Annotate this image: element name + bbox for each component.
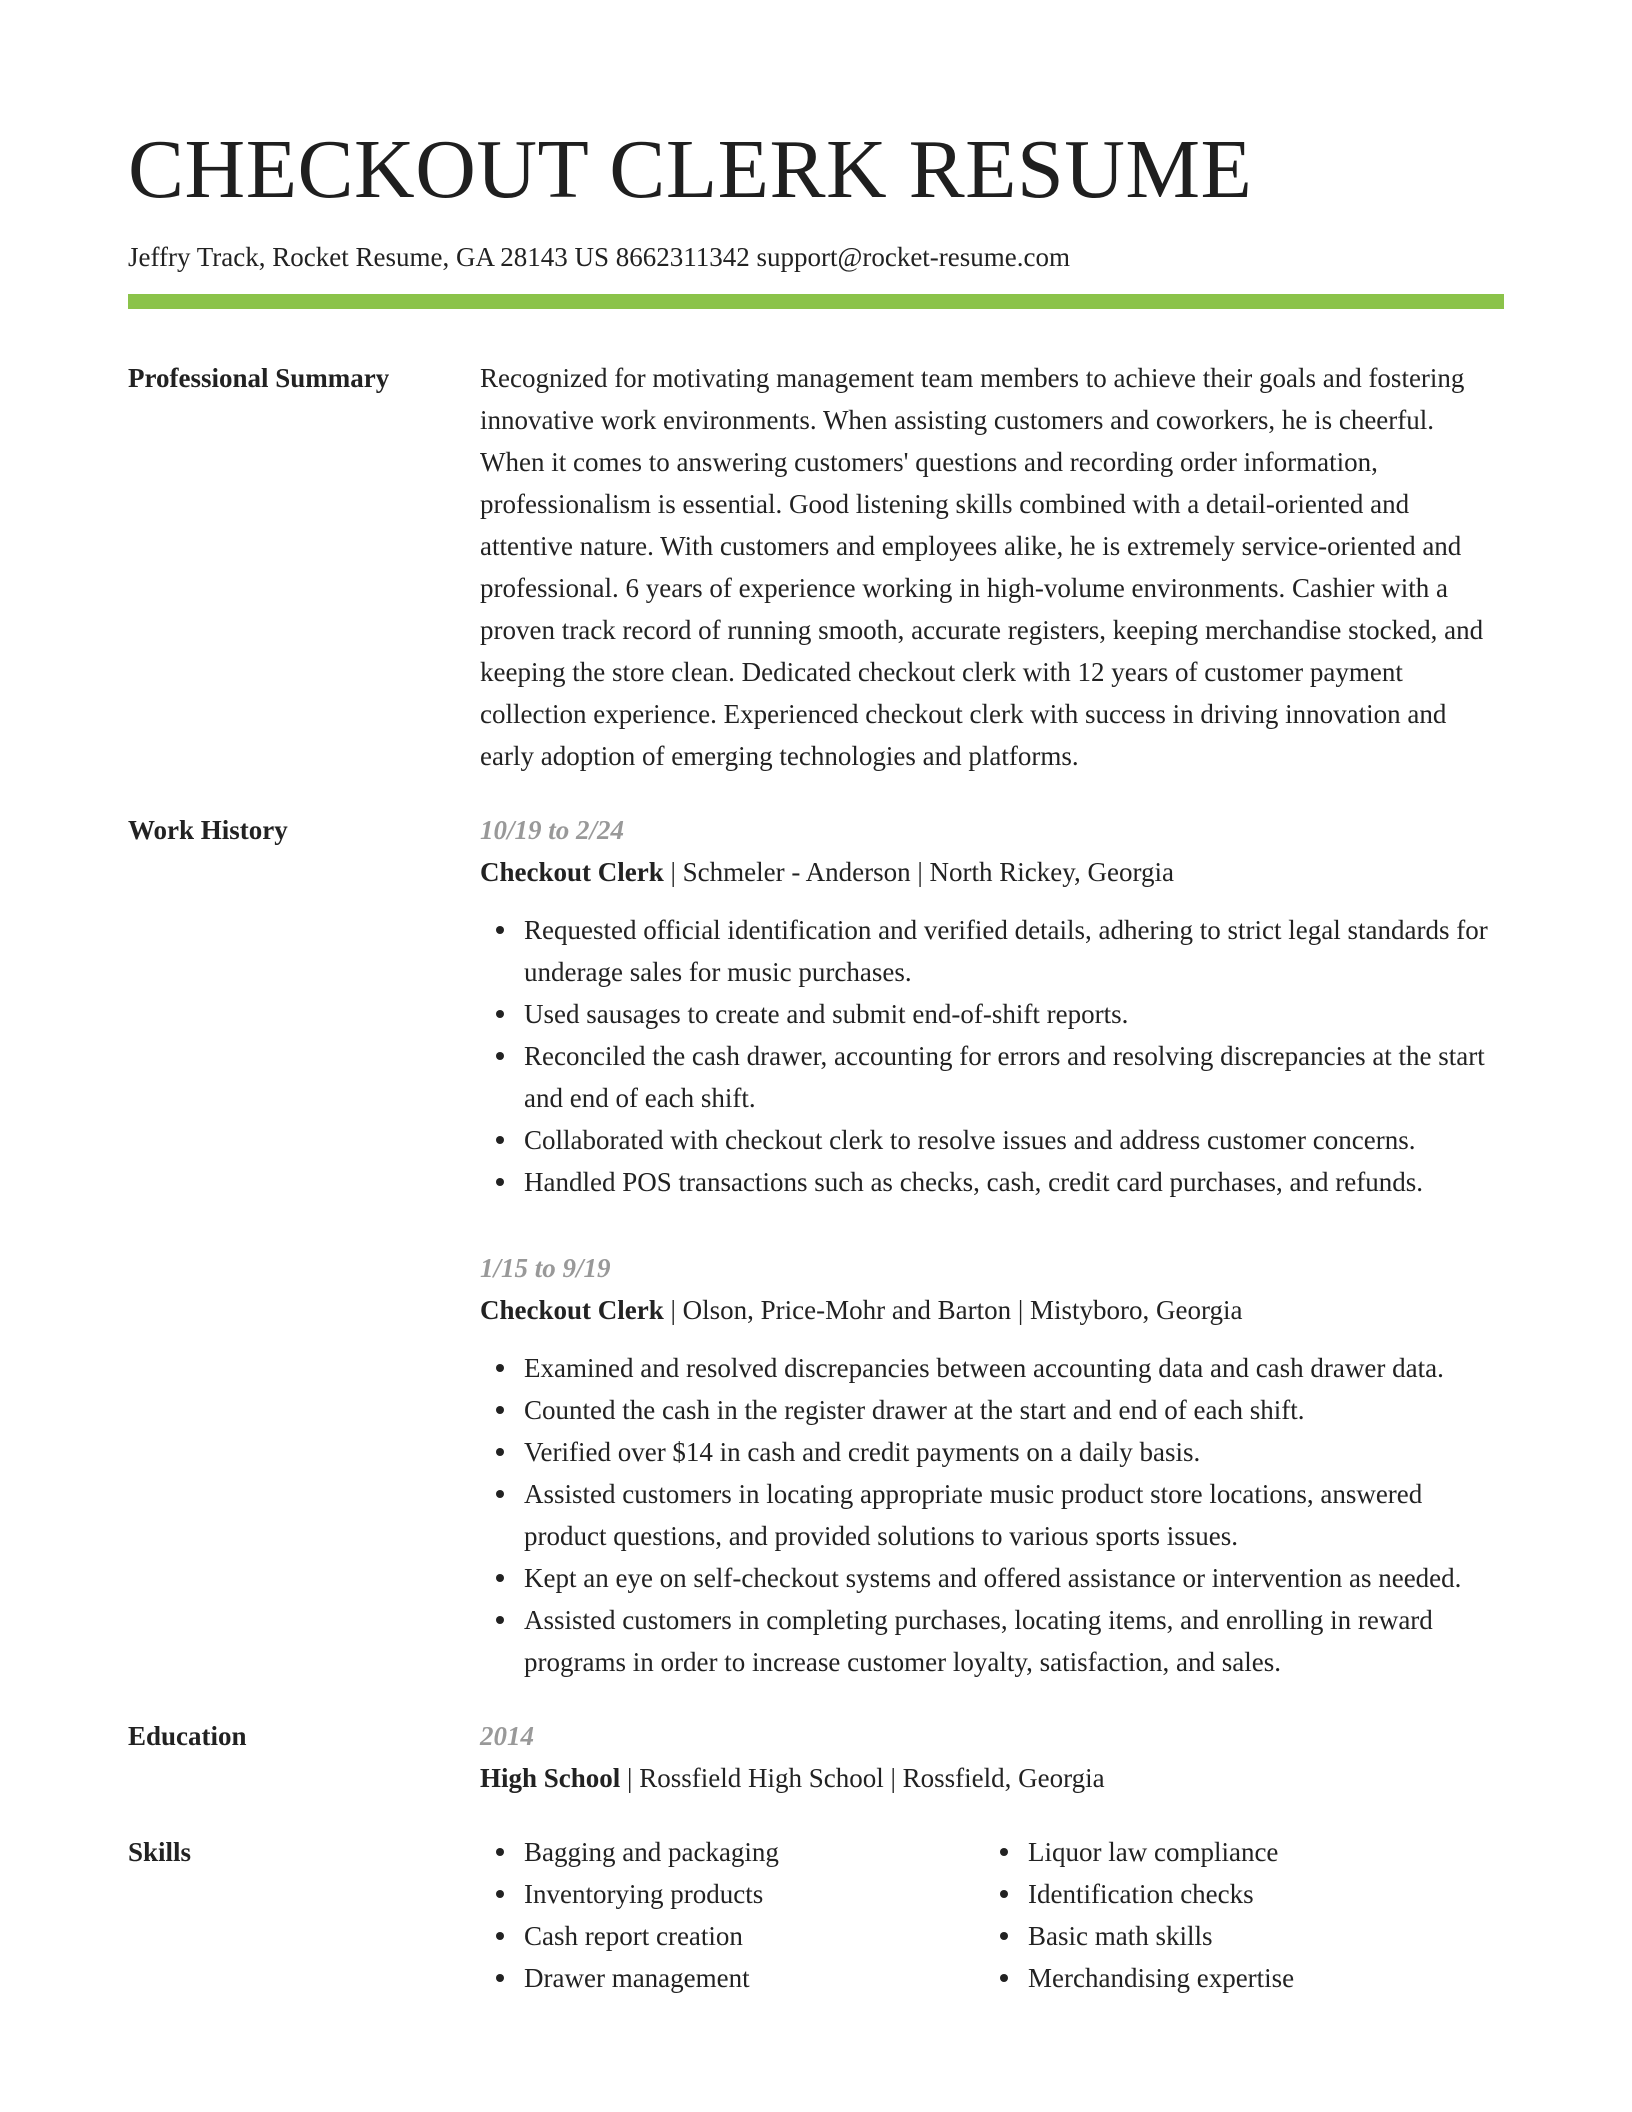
job-role-line <box>480 1289 1504 1331</box>
skills-list-right <box>984 1831 1488 1999</box>
list-item: Assisted customers in locating appropriate music product store locations, answered product questions, and provided solutions to various sports issues. <box>524 1473 1504 1557</box>
skill-item: Cash report creation <box>524 1915 984 1957</box>
skill-item: Inventorying products <box>524 1873 984 1915</box>
education-details: | Rossfield High School | Rossfield, Georgia <box>620 1763 1105 1793</box>
list-item: Reconciled the cash drawer, accounting for errors and resolving discrepancies at the start and end of each shift. <box>524 1035 1504 1119</box>
skill-item: Identification checks <box>1028 1873 1488 1915</box>
section-label-skills: Skills <box>128 1837 192 1867</box>
education-date: 2014 <box>480 1721 534 1751</box>
work-history-section <box>128 809 1504 1683</box>
education-degree: High School <box>480 1763 621 1793</box>
work-history-body <box>480 809 1504 1683</box>
job-date: 10/19 to 2/24 <box>480 815 625 845</box>
header-divider <box>128 294 1504 309</box>
skills-section <box>128 1831 1504 1999</box>
section-label-education: Education <box>128 1721 247 1751</box>
section-label-summary: Professional Summary <box>128 363 390 393</box>
resume-title: CHECKOUT CLERK RESUME <box>128 123 1253 216</box>
job-date: 1/15 to 9/19 <box>480 1253 611 1283</box>
education-line <box>480 1757 1504 1799</box>
list-item: Kept an eye on self-checkout systems and offered assistance or intervention as needed. <box>524 1557 1504 1599</box>
contact-line: Jeffry Track, Rocket Resume, GA 28143 US 8662311342 support@rocket-resume.com <box>128 242 1070 272</box>
skills-grid <box>480 1831 1504 1999</box>
list-item: Examined and resolved discrepancies between accounting data and cash drawer data. <box>524 1347 1504 1389</box>
skills-body <box>480 1831 1504 1999</box>
education-section <box>128 1715 1504 1799</box>
job-details: | Schmeler - Anderson | North Rickey, Georgia <box>663 857 1174 887</box>
list-item: Assisted customers in completing purchases, locating items, and enrolling in reward programs in order to increase customer loyalty, satisfaction, and sales. <box>524 1599 1504 1683</box>
list-item: Requested official identification and verified details, adhering to strict legal standards for underage sales for music purchases. <box>524 909 1504 993</box>
job-bullets <box>480 1347 1504 1683</box>
skill-item: Basic math skills <box>1028 1915 1488 1957</box>
job-role: Checkout Clerk <box>480 857 664 887</box>
summary-section <box>128 357 1504 777</box>
skill-item: Bagging and packaging <box>524 1831 984 1873</box>
list-item: Used sausages to create and submit end-of-shift reports. <box>524 993 1504 1035</box>
list-item: Counted the cash in the register drawer at the start and end of each shift. <box>524 1389 1504 1431</box>
skill-item: Drawer management <box>524 1957 984 1999</box>
summary-text: Recognized for motivating management team members to achieve their goals and fostering innovative work environments. When assisting customers and coworkers, he is cheerful. When it comes to answering customers' questions and recording order information, professionalism is essential. Good listening skills combined with a detail-oriented and attentive nature. With customers and employees alike, he is extremely service-oriented and professional. 6 years of experience working in high-volume environments. Cashier with a proven track record of running smooth, accurate registers, keeping merchandise stocked, and keeping the store clean. Dedicated checkout clerk with 12 years of customer payment collection experience. Experienced checkout clerk with success in driving innovation and early adoption of emerging technologies and platforms. <box>480 363 1484 771</box>
job-bullets <box>480 909 1504 1203</box>
summary-body <box>480 357 1504 777</box>
section-label-work-history: Work History <box>128 815 288 845</box>
skill-item: Liquor law compliance <box>1028 1831 1488 1873</box>
list-item: Collaborated with checkout clerk to resolve issues and address customer concerns. <box>524 1119 1504 1161</box>
job-role-line <box>480 851 1504 893</box>
job-entry <box>480 809 1504 1203</box>
education-body <box>480 1715 1504 1799</box>
skill-item: Merchandising expertise <box>1028 1957 1488 1999</box>
skills-list-left <box>480 1831 984 1999</box>
list-item: Verified over $14 in cash and credit payments on a daily basis. <box>524 1431 1504 1473</box>
list-item: Handled POS transactions such as checks, cash, credit card purchases, and refunds. <box>524 1161 1504 1203</box>
job-details: | Olson, Price-Mohr and Barton | Mistyboro, Georgia <box>663 1295 1243 1325</box>
job-entry <box>480 1247 1504 1683</box>
job-role: Checkout Clerk <box>480 1295 664 1325</box>
